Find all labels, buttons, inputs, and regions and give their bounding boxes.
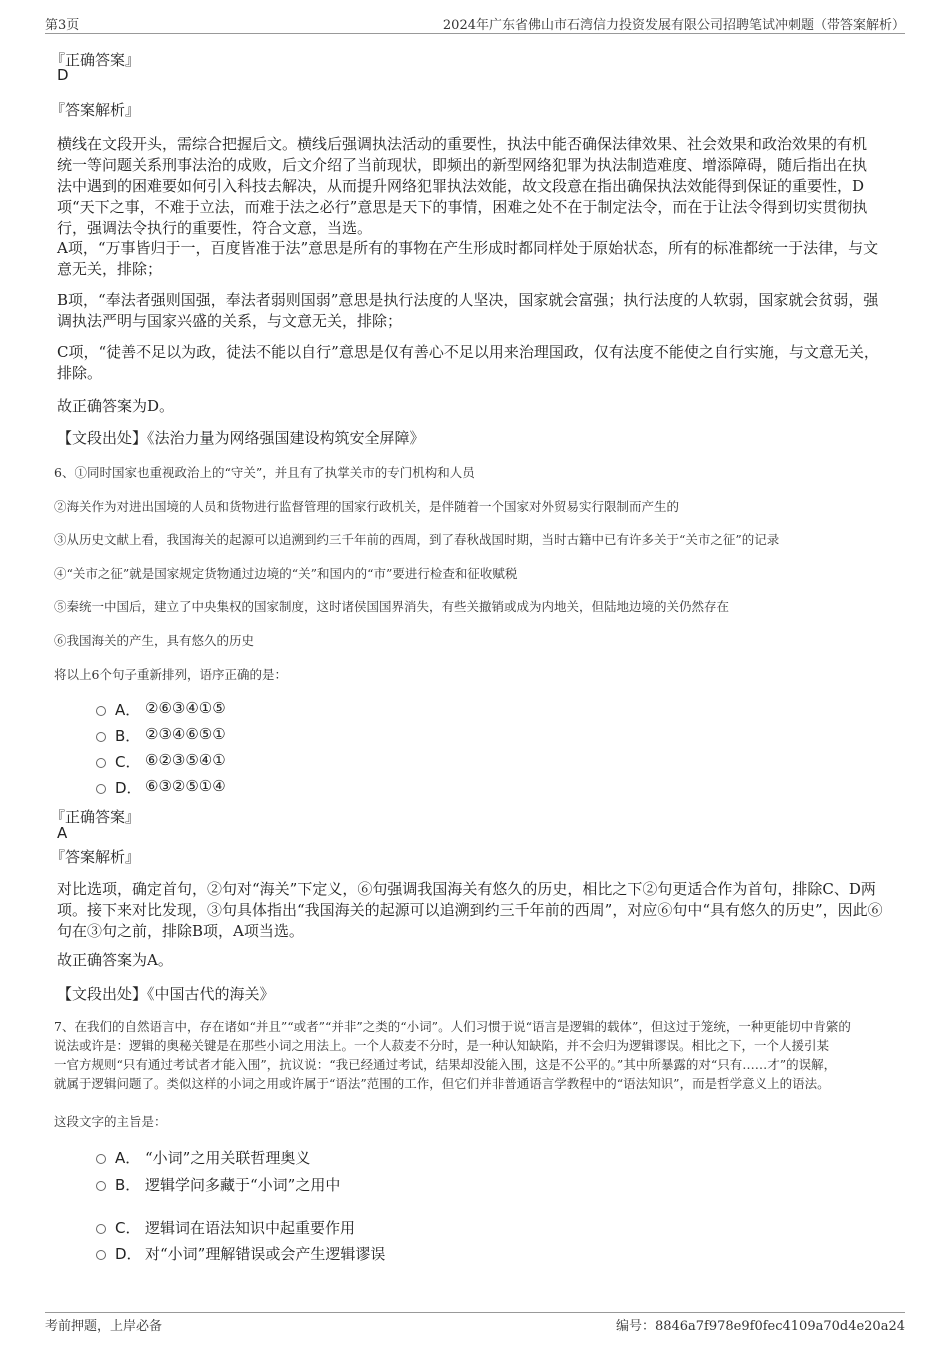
q7-stem: 7、在我们的自然语言中，存在诸如“并且”“或者”“并非”之类的“小词”。人们习惯于说“语言是逻辑的载体”，但这过于笼统，一种更能切中肯綮的 说法或许是：逻辑的奥秘关键是在那些小词之用法上。一个人菽麦不分时，是一种认知缺陷，并不会归为逻辑谬误。相比之下，一个人援引某 一官方规则“只有通过考试者才能入围”，抗议说：“我已经通过考试，结果却没能入围，这是不公平的。”其中所暴露的对“只有……才”的误解， 就属于逻辑问题了。类似这样的小词之用或许属于“语法”范围的工作，但它们并非普通语言学教程中的“语法知识”，而是哲学意义上的语法。	[54, 1019, 851, 1091]
option-text: 逻辑学问多藏于“小词”之用中	[145, 1176, 341, 1194]
q6-analysis: 对比选项，确定首句，②句对“海关”下定义，⑥句强调我国海关有悠久的历史，相比之下②句更适合作为首句，排除C、D两 项。接下来对比发现，③句具体指出“我国海关的起源可以追溯到约三千年前的西周”，对应⑥句中“具有悠久的历史”，因此⑥ 句在③句之前，排除B项，A项当选。	[57, 880, 883, 940]
option-letter: D．	[115, 1245, 142, 1263]
radio-icon[interactable]	[96, 706, 106, 716]
option-text: ⑥③②⑤①④	[145, 777, 226, 795]
option-letter: D．	[115, 779, 142, 797]
q6-answer-label: 『正确答案』	[50, 808, 141, 826]
q6-sentence-1: 6、①同时国家也重视政治上的“守关”，并且有了执掌关市的专门机构和人员	[54, 465, 475, 480]
option-text: “小词”之用关联哲理奥义	[145, 1149, 311, 1167]
document-code: 编号：8846a7f978e9f0fec4109a70d4e20a24	[615, 1319, 905, 1334]
option-letter: A．	[115, 1149, 141, 1167]
document-title: 2024年广东省佛山市石湾信力投资发展有限公司招聘笔试冲刺题（带答案解析）	[442, 18, 905, 33]
q5-answer-label: 『正确答案』	[50, 51, 141, 69]
page-number: 第3页	[45, 18, 80, 33]
q5-option-b-analysis: B项，“奉法者强则国强，奉法者弱则国弱”意思是执行法度的人坚决，国家就会富强；执行法度的人软弱，国家就会贫弱，强 调执法严明与国家兴盛的关系，与文意无关，排除；	[57, 291, 879, 330]
option-text: 逻辑词在语法知识中起重要作用	[145, 1219, 356, 1237]
radio-icon[interactable]	[96, 1181, 106, 1191]
q5-analysis-label: 『答案解析』	[50, 101, 141, 119]
radio-icon[interactable]	[96, 784, 106, 794]
footer-slogan: 考前押题，上岸必备	[45, 1319, 163, 1334]
q6-prompt: 将以上6个句子重新排列，语序正确的是：	[54, 667, 287, 682]
option-text: ②③④⑥⑤①	[145, 725, 226, 743]
footer-divider	[45, 1312, 905, 1313]
q5-source: 【文段出处】《法治力量为网络强国建设构筑安全屏障》	[57, 429, 425, 447]
option-text: 对“小词”理解错误或会产生逻辑谬误	[145, 1245, 386, 1263]
option-text: ②⑥③④①⑤	[145, 699, 226, 717]
option-letter: C．	[115, 753, 141, 771]
option-letter: C．	[115, 1219, 141, 1237]
q7-prompt: 这段文字的主旨是：	[54, 1114, 167, 1129]
radio-icon[interactable]	[96, 732, 106, 742]
option-letter: B．	[115, 727, 141, 745]
radio-icon[interactable]	[96, 1224, 106, 1234]
q5-analysis: 横线在文段开头，需综合把握后文。横线后强调执法活动的重要性，执法中能否确保法律效果、社会效果和政治效果的有机 统一等问题关系刑事法治的成败，后文介绍了当前现状，即频出的新型网络犯罪为执法制造难度、增添障碍，随后指出在执 法中遇到的困难要如何引入科技去解决，从而提升网络犯罪执法效能，故文段意在指出确保执法效能得到保证的重要性，D 项“天下之事，不难于立法，而难于法之必行”意思是天下的事情，困难之处不在于制定法令，而在于让法令得到切实贯彻执 行，强调法令执行的重要性，符合文意，当选。	[57, 135, 868, 237]
q6-sentence-2: ②海关作为对进出国境的人员和货物进行监督管理的国家行政机关，是伴随着一个国家对外贸易实行限制而产生的	[54, 499, 680, 514]
header-divider	[45, 33, 905, 34]
q5-answer: D	[57, 66, 69, 84]
q6-sentence-6: ⑥我国海关的产生，具有悠久的历史	[54, 633, 255, 648]
q6-conclusion: 故正确答案为A。	[57, 951, 173, 969]
option-text: ⑥②③⑤④①	[145, 751, 226, 769]
q5-conclusion: 故正确答案为D。	[57, 397, 175, 415]
radio-icon[interactable]	[96, 758, 106, 768]
q5-option-a-analysis: A项，“万事皆归于一，百度皆准于法”意思是所有的事物在产生形成时都同样处于原始状态，所有的标准都统一于法律，与文 意无关，排除；	[57, 239, 879, 278]
radio-icon[interactable]	[96, 1154, 106, 1164]
q6-sentence-3: ③从历史文献上看，我国海关的起源可以追溯到约三千年前的西周，到了春秋战国时期，当时古籍中已有许多关于“关市之征”的记录	[54, 532, 780, 547]
q6-sentence-4: ④“关市之征”就是国家规定货物通过边境的“关”和国内的“市”要进行检查和征收赋税	[54, 566, 518, 581]
option-letter: A．	[115, 701, 141, 719]
radio-icon[interactable]	[96, 1250, 106, 1260]
q6-answer: A	[57, 824, 68, 842]
q6-sentence-5: ⑤秦统一中国后，建立了中央集权的国家制度，这时诸侯国国界消失，有些关撤销或成为内地关，但陆地边境的关仍然存在	[54, 599, 730, 614]
q6-source: 【文段出处】《中国古代的海关》	[57, 985, 275, 1003]
q5-option-c-analysis: C项，“徒善不足以为政，徒法不能以自行”意思是仅有善心不足以用来治理国政，仅有法度不能使之自行实施，与文意无关， 排除。	[57, 343, 879, 382]
option-letter: B．	[115, 1176, 141, 1194]
q6-analysis-label: 『答案解析』	[50, 848, 141, 866]
